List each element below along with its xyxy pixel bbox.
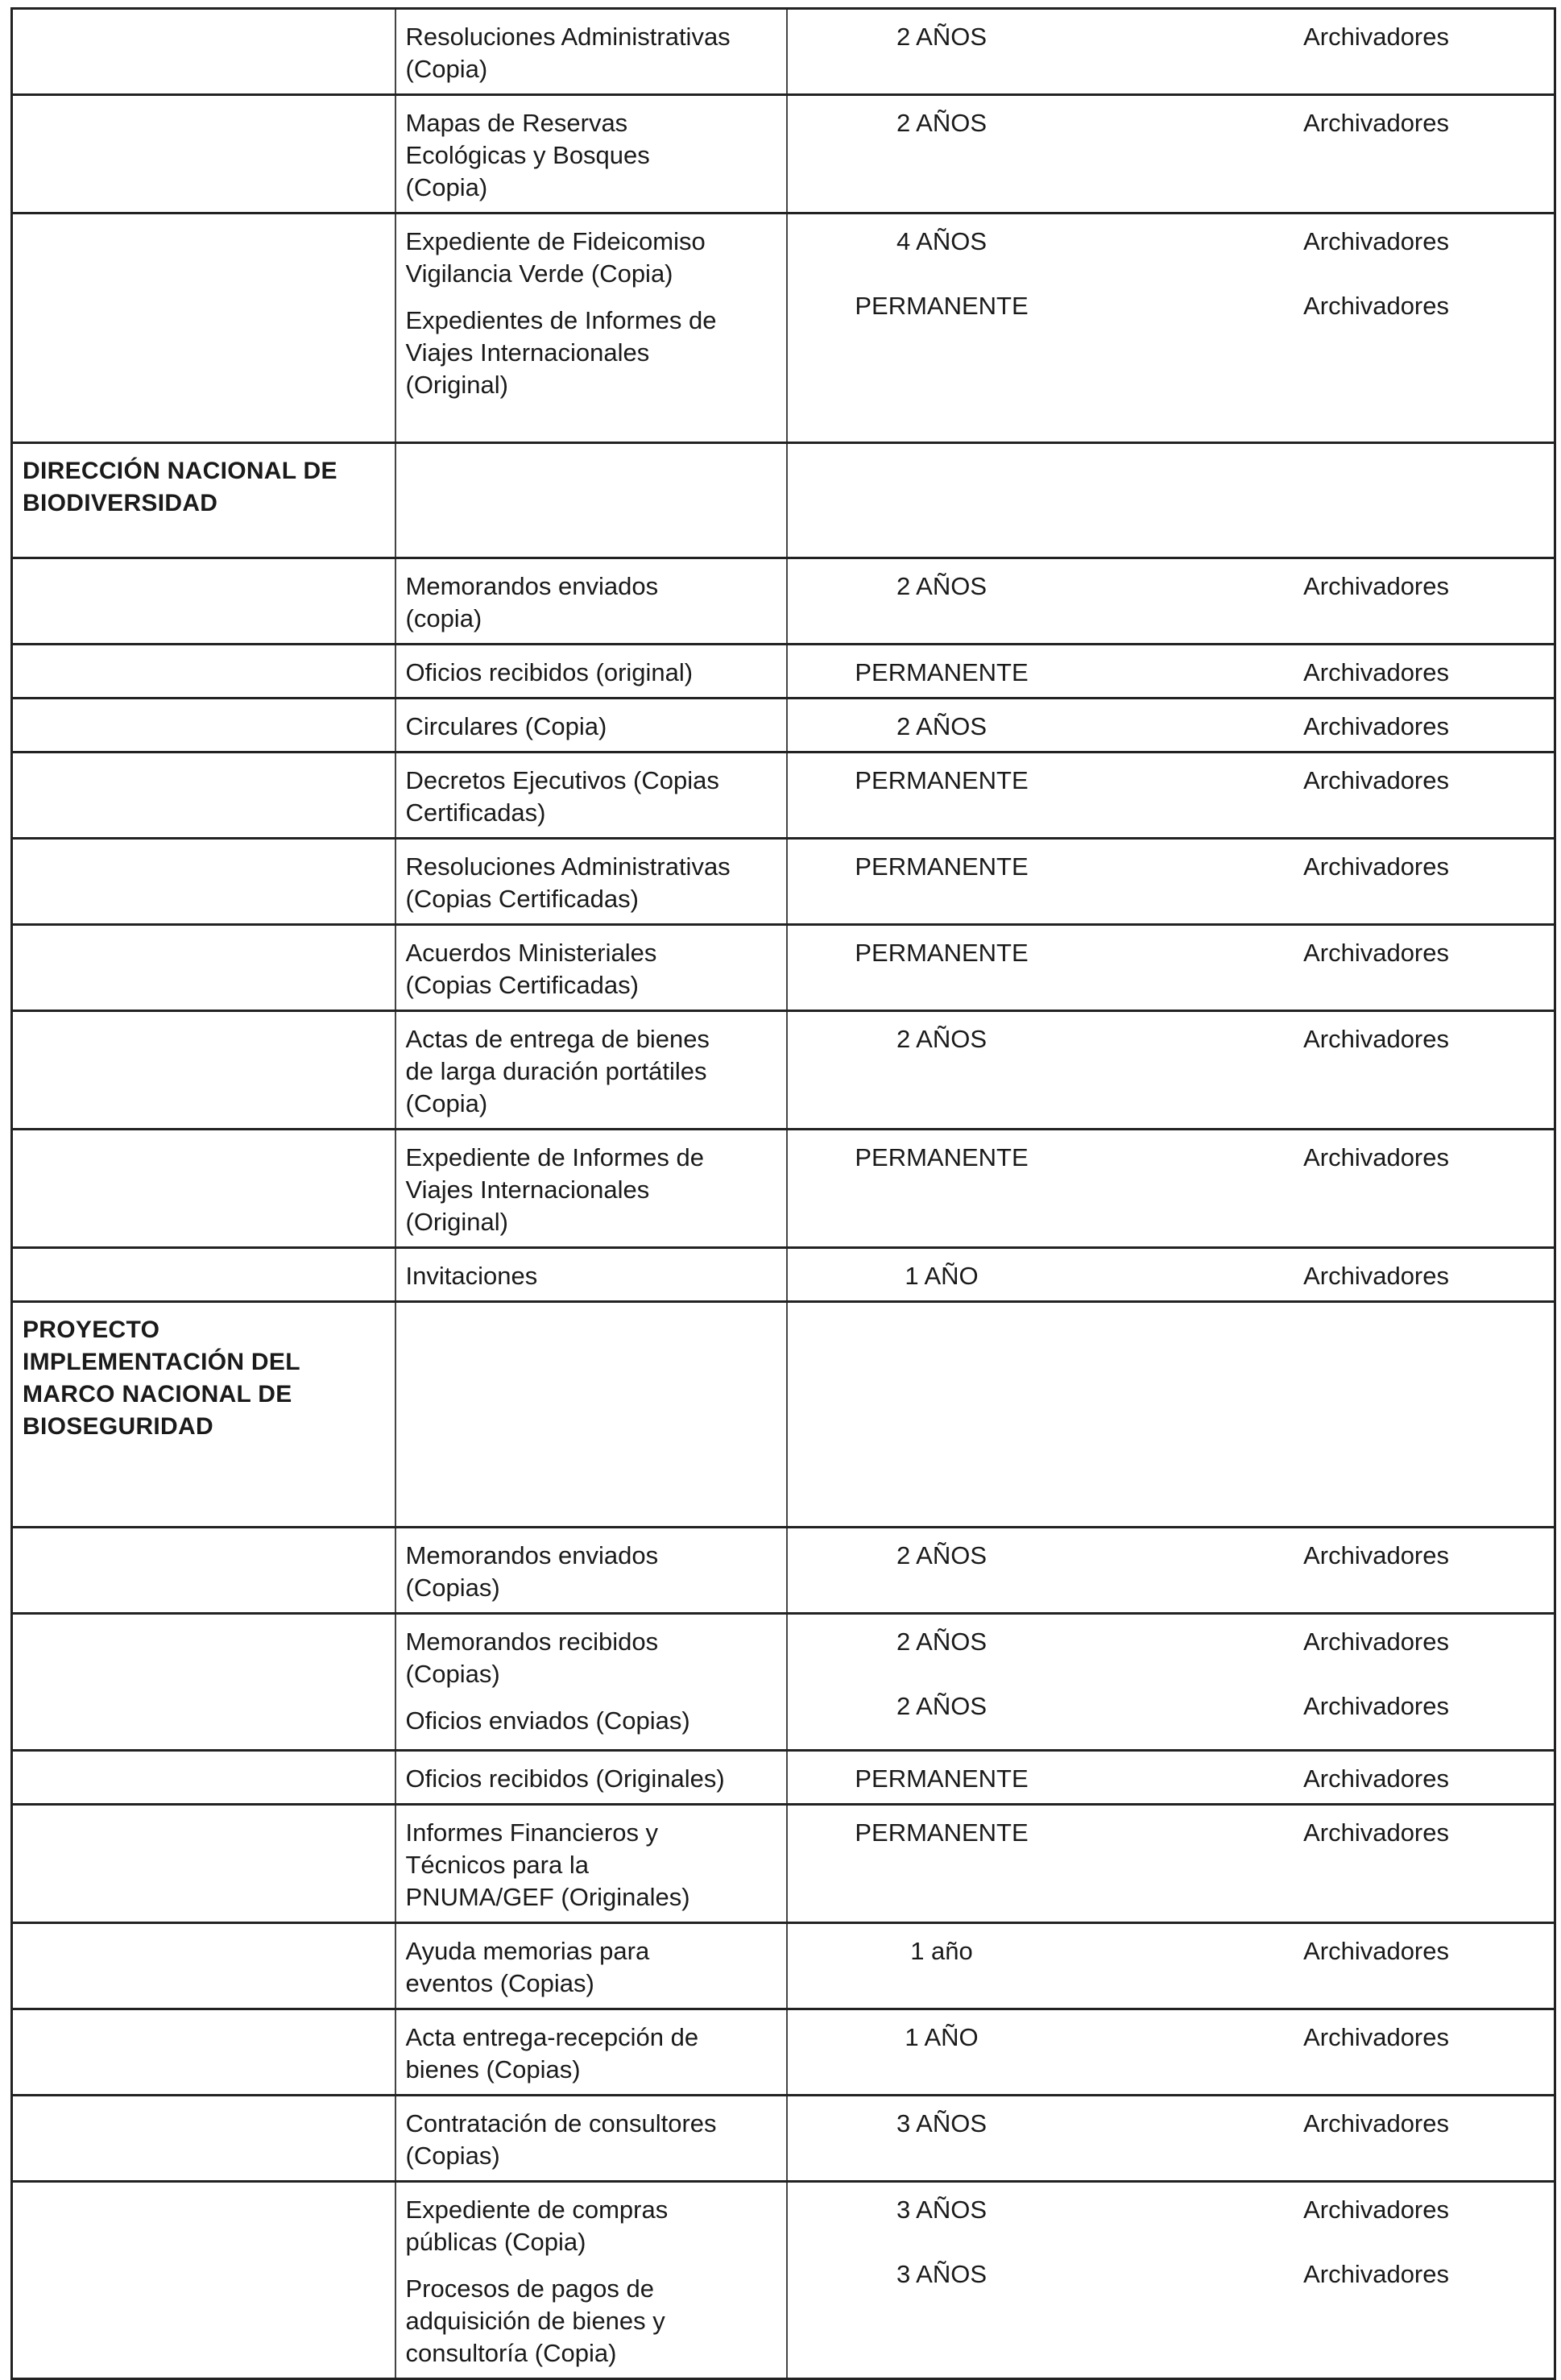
retention-term-cell — [787, 443, 1167, 558]
table-row — [12, 1302, 1555, 1528]
line-filler — [1199, 1055, 1450, 1088]
retention-term-cell — [787, 2096, 1167, 2182]
retention-term-cell — [787, 1528, 1167, 1614]
line-filler — [1199, 2323, 1450, 2355]
line-filler — [1199, 1849, 1450, 1881]
document-name-line: (Copia) — [405, 173, 488, 201]
retention-term: PERMANENTE — [855, 1143, 1029, 1171]
storage-location: Archivadores — [1303, 572, 1449, 600]
document-name-line: Técnicos para la — [405, 1851, 589, 1879]
table-row — [12, 1614, 1555, 1751]
retention-term-cell — [787, 839, 1167, 925]
line-filler — [1199, 1967, 1450, 2000]
retention-term-cell — [787, 1805, 1167, 1923]
table-row — [12, 1011, 1555, 1130]
document-name-line: PNUMA/GEF (Originales) — [405, 1883, 690, 1911]
retention-term-cell — [787, 1923, 1167, 2009]
document-cell — [395, 558, 787, 645]
line-filler — [1199, 2291, 1450, 2323]
line-filler — [797, 172, 1087, 204]
document-cell — [395, 1011, 787, 1130]
table-row — [12, 9, 1555, 95]
storage-location-cell — [1167, 1302, 1555, 1528]
storage-location-cell — [1167, 699, 1555, 753]
line-filler — [797, 2226, 1087, 2258]
storage-location-cell — [1167, 558, 1555, 645]
document-name-line: Resoluciones Administrativas — [405, 852, 731, 881]
storage-location-cell — [1167, 1805, 1555, 1923]
line-filler — [797, 2140, 1087, 2172]
retention-term: PERMANENTE — [855, 292, 1029, 320]
storage-location: Archivadores — [1303, 658, 1449, 686]
storage-location: Archivadores — [1303, 2260, 1449, 2288]
section-heading — [12, 443, 395, 558]
document-name-line: (Copias Certificadas) — [405, 885, 639, 913]
document-cell — [395, 645, 787, 699]
document-name-line: Expediente de Informes de — [405, 1143, 705, 1171]
document-cell — [395, 1614, 787, 1751]
retention-term-cell — [787, 214, 1167, 443]
line-filler — [797, 1658, 1087, 1690]
storage-location-cell — [1167, 2182, 1555, 2379]
table-row — [12, 753, 1555, 839]
storage-location-cell — [1167, 925, 1555, 1011]
retention-term-cell — [787, 2182, 1167, 2379]
document-name-line: Decretos Ejecutivos (Copias — [405, 766, 719, 794]
line-filler — [797, 1967, 1087, 2000]
line-filler — [797, 2323, 1087, 2355]
retention-table — [10, 7, 1556, 2380]
section-cell — [12, 2009, 395, 2096]
section-cell — [12, 1614, 395, 1751]
storage-location-cell — [1167, 1528, 1555, 1614]
document-cell — [395, 1302, 787, 1528]
line-filler — [1199, 322, 1450, 355]
line-filler — [797, 322, 1087, 355]
item-spacer — [406, 2258, 776, 2273]
document-name-line: Certificadas) — [405, 798, 546, 827]
retention-term: PERMANENTE — [855, 1818, 1029, 1847]
section-cell — [12, 95, 395, 214]
document-name-line: (Copia) — [405, 1089, 488, 1117]
section-cell — [12, 645, 395, 699]
section-cell — [12, 1130, 395, 1248]
retention-term-cell — [787, 2009, 1167, 2096]
section-heading-line: BIOSEGURIDAD — [23, 1413, 213, 1440]
line-filler — [797, 1088, 1087, 1120]
document-name-line: Invitaciones — [405, 1262, 538, 1290]
line-filler — [1199, 883, 1450, 915]
table-row — [12, 2096, 1555, 2182]
section-cell — [12, 699, 395, 753]
line-filler — [1199, 1174, 1450, 1206]
storage-location: Archivadores — [1303, 1541, 1449, 1569]
section-heading-line: DIRECCIÓN NACIONAL DE — [23, 458, 337, 484]
section-cell — [12, 2182, 395, 2379]
document-name-line: Expediente de Fideicomiso — [405, 227, 706, 255]
line-filler — [797, 797, 1087, 829]
document-name-line: (Copias) — [405, 2142, 500, 2170]
retention-term: 2 AÑOS — [896, 1541, 987, 1569]
document-cell — [395, 443, 787, 558]
table-row — [12, 1528, 1555, 1614]
storage-location: Archivadores — [1303, 1818, 1449, 1847]
line-filler — [797, 355, 1087, 387]
retention-term: 1 AÑO — [905, 2023, 979, 2051]
storage-location: Archivadores — [1303, 2195, 1449, 2224]
document-cell — [395, 1805, 787, 1923]
table-row — [12, 558, 1555, 645]
line-filler — [1199, 969, 1450, 1001]
line-filler — [797, 2054, 1087, 2086]
retention-term-cell — [787, 645, 1167, 699]
document-name-line: (Copia) — [405, 55, 488, 83]
section-cell — [12, 558, 395, 645]
storage-location: Archivadores — [1303, 766, 1449, 794]
retention-term: PERMANENTE — [855, 766, 1029, 794]
storage-location-cell — [1167, 2009, 1555, 2096]
storage-location: Archivadores — [1303, 852, 1449, 881]
document-name-line: Circulares (Copia) — [405, 712, 607, 740]
retention-term: PERMANENTE — [855, 939, 1029, 967]
storage-location: Archivadores — [1303, 292, 1449, 320]
document-name-line: Oficios recibidos (original) — [405, 658, 694, 686]
retention-term-cell — [787, 925, 1167, 1011]
document-cell — [395, 214, 787, 443]
table-row — [12, 645, 1555, 699]
section-cell — [12, 1011, 395, 1130]
line-filler — [1199, 2140, 1450, 2172]
line-filler — [797, 1055, 1087, 1088]
section-cell — [12, 1528, 395, 1614]
storage-location: Archivadores — [1303, 1262, 1449, 1290]
document-name-line: bienes (Copias) — [405, 2055, 581, 2084]
storage-location-cell — [1167, 1130, 1555, 1248]
line-filler — [797, 2291, 1087, 2323]
retention-term-cell — [787, 1248, 1167, 1302]
table-row — [12, 214, 1555, 443]
storage-location: Archivadores — [1303, 939, 1449, 967]
storage-location-cell — [1167, 1751, 1555, 1805]
document-name-line: Expediente de compras — [405, 2195, 669, 2224]
line-filler — [1199, 53, 1450, 85]
table-row — [12, 1248, 1555, 1302]
storage-location-cell — [1167, 645, 1555, 699]
retention-term: 3 AÑOS — [896, 2195, 987, 2224]
table-row — [12, 1130, 1555, 1248]
document-cell — [395, 2009, 787, 2096]
document-cell — [395, 1923, 787, 2009]
document-name-line: Vigilancia Verde (Copia) — [405, 259, 673, 288]
table-row — [12, 1923, 1555, 2009]
document-name-line: (copia) — [405, 604, 482, 632]
line-filler — [1199, 1881, 1450, 1914]
section-cell — [12, 9, 395, 95]
table-row — [12, 1805, 1555, 1923]
line-filler — [797, 969, 1087, 1001]
document-name-line: Oficios recibidos (Originales) — [405, 1764, 725, 1793]
document-cell — [395, 839, 787, 925]
line-filler — [1199, 603, 1450, 635]
document-name-line: eventos (Copias) — [405, 1969, 594, 1997]
retention-term: 2 AÑOS — [896, 712, 987, 740]
document-name-line: de larga duración portátiles — [405, 1057, 707, 1085]
document-name-line: Ecológicas y Bosques — [405, 141, 650, 169]
document-cell — [395, 699, 787, 753]
retention-term: 2 AÑOS — [896, 1025, 987, 1053]
retention-term-cell — [787, 753, 1167, 839]
section-cell — [12, 1805, 395, 1923]
retention-term-cell — [787, 1302, 1167, 1528]
document-name-line: Oficios enviados (Copias) — [405, 1706, 690, 1735]
line-filler — [1199, 355, 1450, 387]
retention-term-cell — [787, 558, 1167, 645]
line-filler — [797, 53, 1087, 85]
document-name-line: Memorandos recibidos — [405, 1627, 659, 1656]
document-cell — [395, 95, 787, 214]
storage-location-cell — [1167, 95, 1555, 214]
retention-term: 2 AÑOS — [896, 1627, 987, 1656]
retention-term-cell — [787, 1011, 1167, 1130]
line-filler — [797, 603, 1087, 635]
storage-location-cell — [1167, 1614, 1555, 1751]
document-name-line: Actas de entrega de bienes — [405, 1025, 710, 1053]
line-filler — [1199, 1206, 1450, 1238]
line-filler — [797, 1572, 1087, 1604]
item-spacer — [406, 290, 776, 305]
document-name-line: Memorandos enviados — [405, 1541, 659, 1569]
table-row — [12, 839, 1555, 925]
document-cell — [395, 753, 787, 839]
document-cell — [395, 1751, 787, 1805]
line-filler — [1199, 1658, 1450, 1690]
section-cell — [12, 1248, 395, 1302]
retention-term-cell — [787, 699, 1167, 753]
document-name-line: Ayuda memorias para — [405, 1937, 650, 1965]
line-filler — [1199, 258, 1450, 290]
line-filler — [797, 1849, 1087, 1881]
document-name-line: Contratación de consultores — [405, 2109, 717, 2137]
retention-term-cell — [787, 1130, 1167, 1248]
storage-location: Archivadores — [1303, 109, 1449, 137]
table-row — [12, 95, 1555, 214]
section-cell — [12, 2096, 395, 2182]
storage-location: Archivadores — [1303, 1764, 1449, 1793]
section-heading-line: PROYECTO — [23, 1316, 160, 1343]
section-cell — [12, 1923, 395, 2009]
document-name-line: Viajes Internacionales — [405, 1175, 650, 1204]
document-name-line: Viajes Internacionales — [405, 338, 650, 367]
table-row — [12, 1751, 1555, 1805]
document-name-line: Resoluciones Administrativas — [405, 23, 731, 51]
document-name-line: (Copias Certificadas) — [405, 971, 639, 999]
storage-location-cell — [1167, 2096, 1555, 2182]
line-filler — [797, 258, 1087, 290]
retention-term: PERMANENTE — [855, 852, 1029, 881]
storage-location-cell — [1167, 1011, 1555, 1130]
document-cell — [395, 925, 787, 1011]
section-cell — [12, 839, 395, 925]
table-row — [12, 443, 1555, 558]
storage-location: Archivadores — [1303, 1025, 1449, 1053]
storage-location: Archivadores — [1303, 2023, 1449, 2051]
document-name-line: Informes Financieros y — [405, 1818, 659, 1847]
retention-term: PERMANENTE — [855, 658, 1029, 686]
document-name-line: (Original) — [405, 1208, 508, 1236]
line-filler — [1199, 1088, 1450, 1120]
storage-location-cell — [1167, 1923, 1555, 2009]
storage-location-cell — [1167, 214, 1555, 443]
storage-location: Archivadores — [1303, 1937, 1449, 1965]
section-heading — [12, 1302, 395, 1528]
table-row — [12, 925, 1555, 1011]
document-name-line: (Original) — [405, 371, 508, 399]
retention-term: 2 AÑOS — [896, 109, 987, 137]
document-name-line: Expedientes de Informes de — [405, 306, 717, 334]
line-filler — [797, 1881, 1087, 1914]
retention-term: 4 AÑOS — [896, 227, 987, 255]
storage-location: Archivadores — [1303, 1627, 1449, 1656]
document-name-line: Procesos de pagos de — [405, 2274, 654, 2303]
document-name-line: (Copias) — [405, 1660, 500, 1688]
document-cell — [395, 1528, 787, 1614]
line-filler — [1199, 2226, 1450, 2258]
document-name-line: Memorandos enviados — [405, 572, 659, 600]
document-cell — [395, 2182, 787, 2379]
retention-term: 2 AÑOS — [896, 1692, 987, 1720]
storage-location: Archivadores — [1303, 1692, 1449, 1720]
retention-term: 3 AÑOS — [896, 2260, 987, 2288]
retention-table-body — [12, 9, 1555, 2379]
storage-location-cell — [1167, 443, 1555, 558]
retention-term: 2 AÑOS — [896, 23, 987, 51]
document-name-line: Acta entrega-recepción de — [405, 2023, 699, 2051]
document-cell — [395, 1130, 787, 1248]
line-filler — [1199, 797, 1450, 829]
line-filler — [797, 1206, 1087, 1238]
document-cell — [395, 1248, 787, 1302]
section-cell — [12, 753, 395, 839]
storage-location-cell — [1167, 1248, 1555, 1302]
section-heading-line: MARCO NACIONAL DE — [23, 1381, 292, 1408]
retention-term: 1 AÑO — [905, 1262, 979, 1290]
storage-location-cell — [1167, 753, 1555, 839]
retention-term: 1 año — [910, 1937, 973, 1965]
section-heading-line: BIODIVERSIDAD — [23, 490, 218, 516]
retention-term-cell — [787, 1614, 1167, 1751]
item-spacer — [406, 1690, 776, 1705]
retention-term: 2 AÑOS — [896, 572, 987, 600]
table-row — [12, 699, 1555, 753]
storage-location: Archivadores — [1303, 712, 1449, 740]
retention-term-cell — [787, 1751, 1167, 1805]
table-row — [12, 2182, 1555, 2379]
line-filler — [797, 139, 1087, 172]
retention-term: 3 AÑOS — [896, 2109, 987, 2137]
section-cell — [12, 214, 395, 443]
document-name-line: Mapas de Reservas — [405, 109, 628, 137]
line-filler — [1199, 139, 1450, 172]
document-name-line: adquisición de bienes y — [405, 2307, 665, 2335]
storage-location: Archivadores — [1303, 227, 1449, 255]
document-name-line: (Copias) — [405, 1574, 500, 1602]
line-filler — [1199, 172, 1450, 204]
line-filler — [1199, 1572, 1450, 1604]
line-filler — [1199, 2054, 1450, 2086]
document-name-line: Acuerdos Ministeriales — [405, 939, 657, 967]
document-cell — [395, 9, 787, 95]
document-name-line: públicas (Copia) — [405, 2228, 586, 2256]
document-cell — [395, 2096, 787, 2182]
retention-term-cell — [787, 9, 1167, 95]
storage-location-cell — [1167, 839, 1555, 925]
section-heading-line: IMPLEMENTACIÓN DEL — [23, 1349, 300, 1375]
section-cell — [12, 1751, 395, 1805]
table-row — [12, 2009, 1555, 2096]
storage-location: Archivadores — [1303, 1143, 1449, 1171]
document-name-line: consultoría (Copia) — [405, 2339, 617, 2367]
storage-location: Archivadores — [1303, 23, 1449, 51]
line-filler — [797, 883, 1087, 915]
line-filler — [797, 1174, 1087, 1206]
storage-location-cell — [1167, 9, 1555, 95]
storage-location: Archivadores — [1303, 2109, 1449, 2137]
section-cell — [12, 925, 395, 1011]
retention-term: PERMANENTE — [855, 1764, 1029, 1793]
retention-term-cell — [787, 95, 1167, 214]
